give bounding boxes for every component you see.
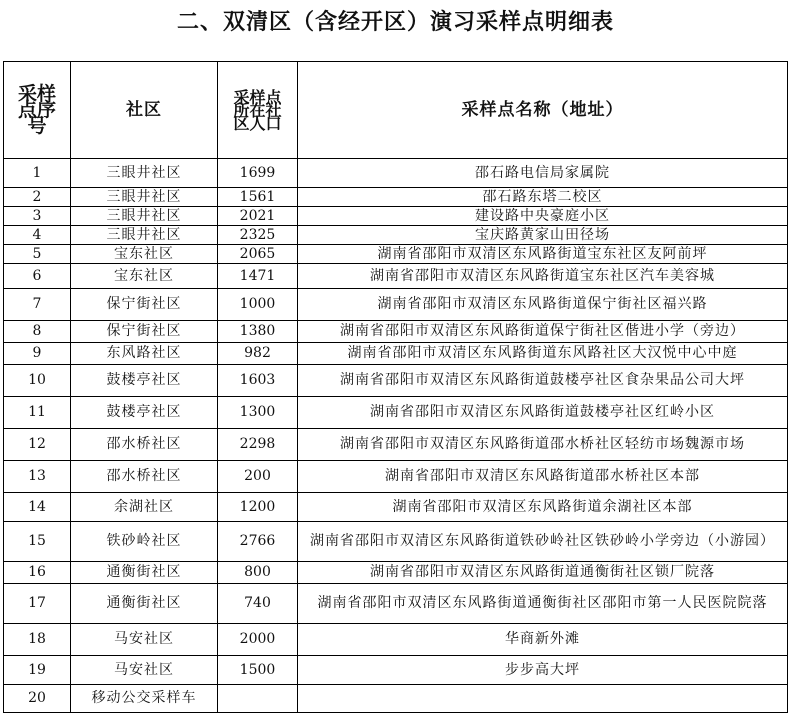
cell-site: 湖南省邵阳市双清区东风路街道余湖社区本部 <box>298 493 788 522</box>
cell-community: 邵水桥社区 <box>71 461 218 493</box>
cell-site: 邵石路东塔二校区 <box>298 188 788 207</box>
cell-community: 马安社区 <box>71 656 218 685</box>
table-row <box>4 226 788 245</box>
table-row <box>4 461 788 493</box>
cell-site <box>298 685 788 713</box>
cell-seq: 6 <box>4 264 71 289</box>
cell-community: 保宁街社区 <box>71 289 218 321</box>
header-seq: 采样点序号 <box>4 62 71 159</box>
cell-site: 华商新外滩 <box>298 624 788 656</box>
page-title: 二、双清区（含经开区）演习采样点明细表 <box>176 10 614 35</box>
cell-population: 2766 <box>218 522 298 562</box>
cell-community: 移动公交采样车 <box>71 685 218 713</box>
table-row <box>4 343 788 365</box>
cell-site: 湖南省邵阳市双清区东风路街道通衡街社区锁厂院落 <box>298 562 788 584</box>
cell-seq: 18 <box>4 624 71 656</box>
cell-community: 宝东社区 <box>71 264 218 289</box>
cell-seq: 9 <box>4 343 71 365</box>
cell-seq: 5 <box>4 245 71 264</box>
cell-site: 湖南省邵阳市双清区东风路街道邵水桥社区轻纺市场魏源市场 <box>298 429 788 461</box>
cell-site: 湖南省邵阳市双清区东风路街道宝东社区友阿前坪 <box>298 245 788 264</box>
cell-community: 东风路社区 <box>71 343 218 365</box>
cell-population: 982 <box>218 343 298 365</box>
cell-site: 湖南省邵阳市双清区东风路街道保宁街社区福兴路 <box>298 289 788 321</box>
cell-community: 宝东社区 <box>71 245 218 264</box>
cell-seq: 3 <box>4 207 71 226</box>
cell-site: 湖南省邵阳市双清区东风路街道东风路社区大汉悦中心中庭 <box>298 343 788 365</box>
cell-community: 通衡街社区 <box>71 562 218 584</box>
cell-seq: 13 <box>4 461 71 493</box>
cell-population: 2065 <box>218 245 298 264</box>
sampling-sites-table <box>3 61 788 713</box>
cell-seq: 2 <box>4 188 71 207</box>
cell-seq: 10 <box>4 365 71 397</box>
cell-population: 1471 <box>218 264 298 289</box>
table-row <box>4 562 788 584</box>
cell-site: 湖南省邵阳市双清区东风路街道铁砂岭社区铁砂岭小学旁边（小游园） <box>298 522 788 562</box>
cell-site: 湖南省邵阳市双清区东风路街道保宁街社区偕进小学（旁边） <box>298 321 788 343</box>
cell-seq: 14 <box>4 493 71 522</box>
header-population: 采样点所在社区人口 <box>218 62 298 159</box>
cell-seq: 7 <box>4 289 71 321</box>
cell-site: 步步高大坪 <box>298 656 788 685</box>
table-row <box>4 522 788 562</box>
table-body <box>4 159 788 713</box>
table-row <box>4 321 788 343</box>
cell-site: 建设路中央豪庭小区 <box>298 207 788 226</box>
cell-site: 宝庆路黄家山田径场 <box>298 226 788 245</box>
cell-seq: 11 <box>4 397 71 429</box>
header-site: 采样点名称（地址） <box>298 62 788 159</box>
table-row <box>4 493 788 522</box>
cell-community: 铁砂岭社区 <box>71 522 218 562</box>
table-row <box>4 656 788 685</box>
cell-community: 马安社区 <box>71 624 218 656</box>
cell-community: 三眼井社区 <box>71 226 218 245</box>
cell-population: 200 <box>218 461 298 493</box>
cell-community: 鼓楼亭社区 <box>71 365 218 397</box>
cell-seq: 12 <box>4 429 71 461</box>
table-header-row <box>4 62 788 159</box>
cell-population: 1000 <box>218 289 298 321</box>
cell-seq: 19 <box>4 656 71 685</box>
cell-community: 三眼井社区 <box>71 159 218 188</box>
cell-seq: 8 <box>4 321 71 343</box>
cell-site: 邵石路电信局家属院 <box>298 159 788 188</box>
table-row <box>4 685 788 713</box>
cell-population: 2298 <box>218 429 298 461</box>
cell-population: 2325 <box>218 226 298 245</box>
cell-seq: 17 <box>4 584 71 624</box>
cell-population: 740 <box>218 584 298 624</box>
table-row <box>4 624 788 656</box>
cell-population: 2021 <box>218 207 298 226</box>
cell-population: 1380 <box>218 321 298 343</box>
cell-seq: 4 <box>4 226 71 245</box>
cell-site: 湖南省邵阳市双清区东风路街道邵水桥社区本部 <box>298 461 788 493</box>
header-community: 社区 <box>71 62 218 159</box>
cell-population: 800 <box>218 562 298 584</box>
table-row <box>4 365 788 397</box>
table-row <box>4 207 788 226</box>
table-row <box>4 264 788 289</box>
table-row <box>4 159 788 188</box>
cell-seq: 1 <box>4 159 71 188</box>
cell-community: 保宁街社区 <box>71 321 218 343</box>
cell-population: 2000 <box>218 624 298 656</box>
cell-site: 湖南省邵阳市双清区东风路街道宝东社区汽车美容城 <box>298 264 788 289</box>
cell-community: 三眼井社区 <box>71 188 218 207</box>
cell-population: 1603 <box>218 365 298 397</box>
cell-seq: 16 <box>4 562 71 584</box>
cell-community: 通衡街社区 <box>71 584 218 624</box>
table-row <box>4 429 788 461</box>
cell-population: 1699 <box>218 159 298 188</box>
cell-population: 1200 <box>218 493 298 522</box>
table-row <box>4 584 788 624</box>
cell-population: 1561 <box>218 188 298 207</box>
cell-site: 湖南省邵阳市双清区东风路街道鼓楼亭社区食杂果品公司大坪 <box>298 365 788 397</box>
cell-community: 余湖社区 <box>71 493 218 522</box>
cell-community: 邵水桥社区 <box>71 429 218 461</box>
table-row <box>4 289 788 321</box>
table-row <box>4 245 788 264</box>
cell-population <box>218 685 298 713</box>
cell-community: 三眼井社区 <box>71 207 218 226</box>
cell-population: 1500 <box>218 656 298 685</box>
cell-seq: 15 <box>4 522 71 562</box>
cell-site: 湖南省邵阳市双清区东风路街道鼓楼亭社区红岭小区 <box>298 397 788 429</box>
cell-seq: 20 <box>4 685 71 713</box>
cell-community: 鼓楼亭社区 <box>71 397 218 429</box>
table-row <box>4 188 788 207</box>
cell-site: 湖南省邵阳市双清区东风路街道通衡街社区邵阳市第一人民医院院落 <box>298 584 788 624</box>
table-row <box>4 397 788 429</box>
cell-population: 1300 <box>218 397 298 429</box>
